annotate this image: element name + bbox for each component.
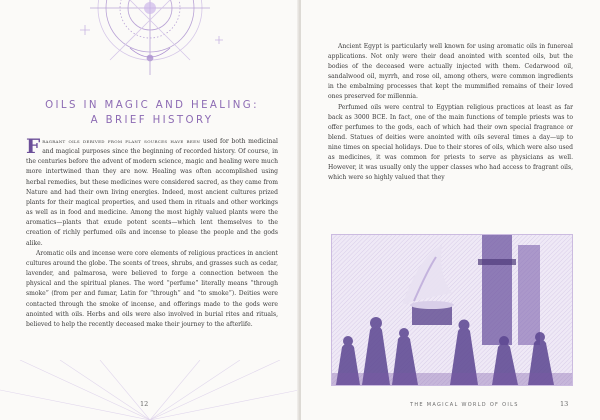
right-paragraph-2: Perfumed oils were central to Egyptian religious practices at least as far back as 3000 BCE. In fact, one of the main functions of temple priests was to offer perfumes to the gods, each of which had their own special fragrance or blend. Statues of deities were anointed with oils several times a day—up to nine times on special holidays. Due to their stores of oils, which were also used as medicines, it was common for priests to serve as physicians as well. However, it was usually only the upper classes who had access to fragrant oils, which were so highly valued that they <box>328 103 573 182</box>
ritual-scene-image <box>332 235 572 385</box>
page-number-right: 13 <box>560 400 569 408</box>
left-paragraph-1-rest: used for both medicinal and magical purposes since the beginning of recorded history. Of course, in the centuries before the advent of modern science, magic and healing were much more intertwined than they are now. Healing was often accomplished using herbal remedies, but these medicines were considered sacred, as they came from Nature and had their own living energies. Indeed, most ancient cultures prized plants for their magical properties, and used them in rituals and other workings as well as in food and medicine. Among the most highly valued plants were the aromatics—plants that exude potent scents—which lent themselves to the creation of richly perfumed oils and incense to please the people and the gods alike. <box>26 138 278 247</box>
left-page <box>0 0 299 420</box>
radiating-lines-ornament-icon <box>0 360 299 420</box>
right-body-text <box>328 42 573 183</box>
running-head: THE MAGICAL WORLD OF OILS <box>410 402 519 408</box>
left-paragraph-1 <box>26 134 278 249</box>
chapter-heading-line2: A BRIEF HISTORY <box>90 115 214 126</box>
left-paragraph-2: Aromatic oils and incense were core elements of religious practices in ancient cultures around the globe. The scents of trees, shrubs, and grasses such as cedar, lavender, and palmarosa, were believed to forge a connection between the physical and the spiritual planes. The word “perfume” literally means “through smoke” (from per and fumar, Latin for “through” and “to smoke”). Deities were contacted through the smoke of incense, and offerings made to the gods were anointed with oils. Herbs and oils were also involved in burial rites and rituals, believed to help the recently deceased make their journey to the afterlife. <box>26 249 278 328</box>
ritual-engraving-illustration <box>331 234 573 386</box>
chapter-heading <box>26 98 278 128</box>
page-number-left: 12 <box>140 400 149 408</box>
lead-in-text: ragrant oils derived from plant sources have been <box>42 138 201 145</box>
right-paragraph-1: Ancient Egypt is particularly well known for using aromatic oils in funereal applications. Not only were their dead anointed with scented oils, but the bodies of the deceased were actually injected with them. Cedarwood oil, sandalwood oil, myrrh, and rose oil, among others, were common ingredients in the embalming processes that kept the mummified remains of their loved ones preserved for millennia. <box>328 43 573 101</box>
celestial-ornament-icon <box>70 0 230 80</box>
chapter-heading-line1: OILS IN MAGIC AND HEALING: <box>45 100 259 111</box>
drop-cap: F <box>26 134 41 158</box>
left-body-text <box>26 134 278 330</box>
